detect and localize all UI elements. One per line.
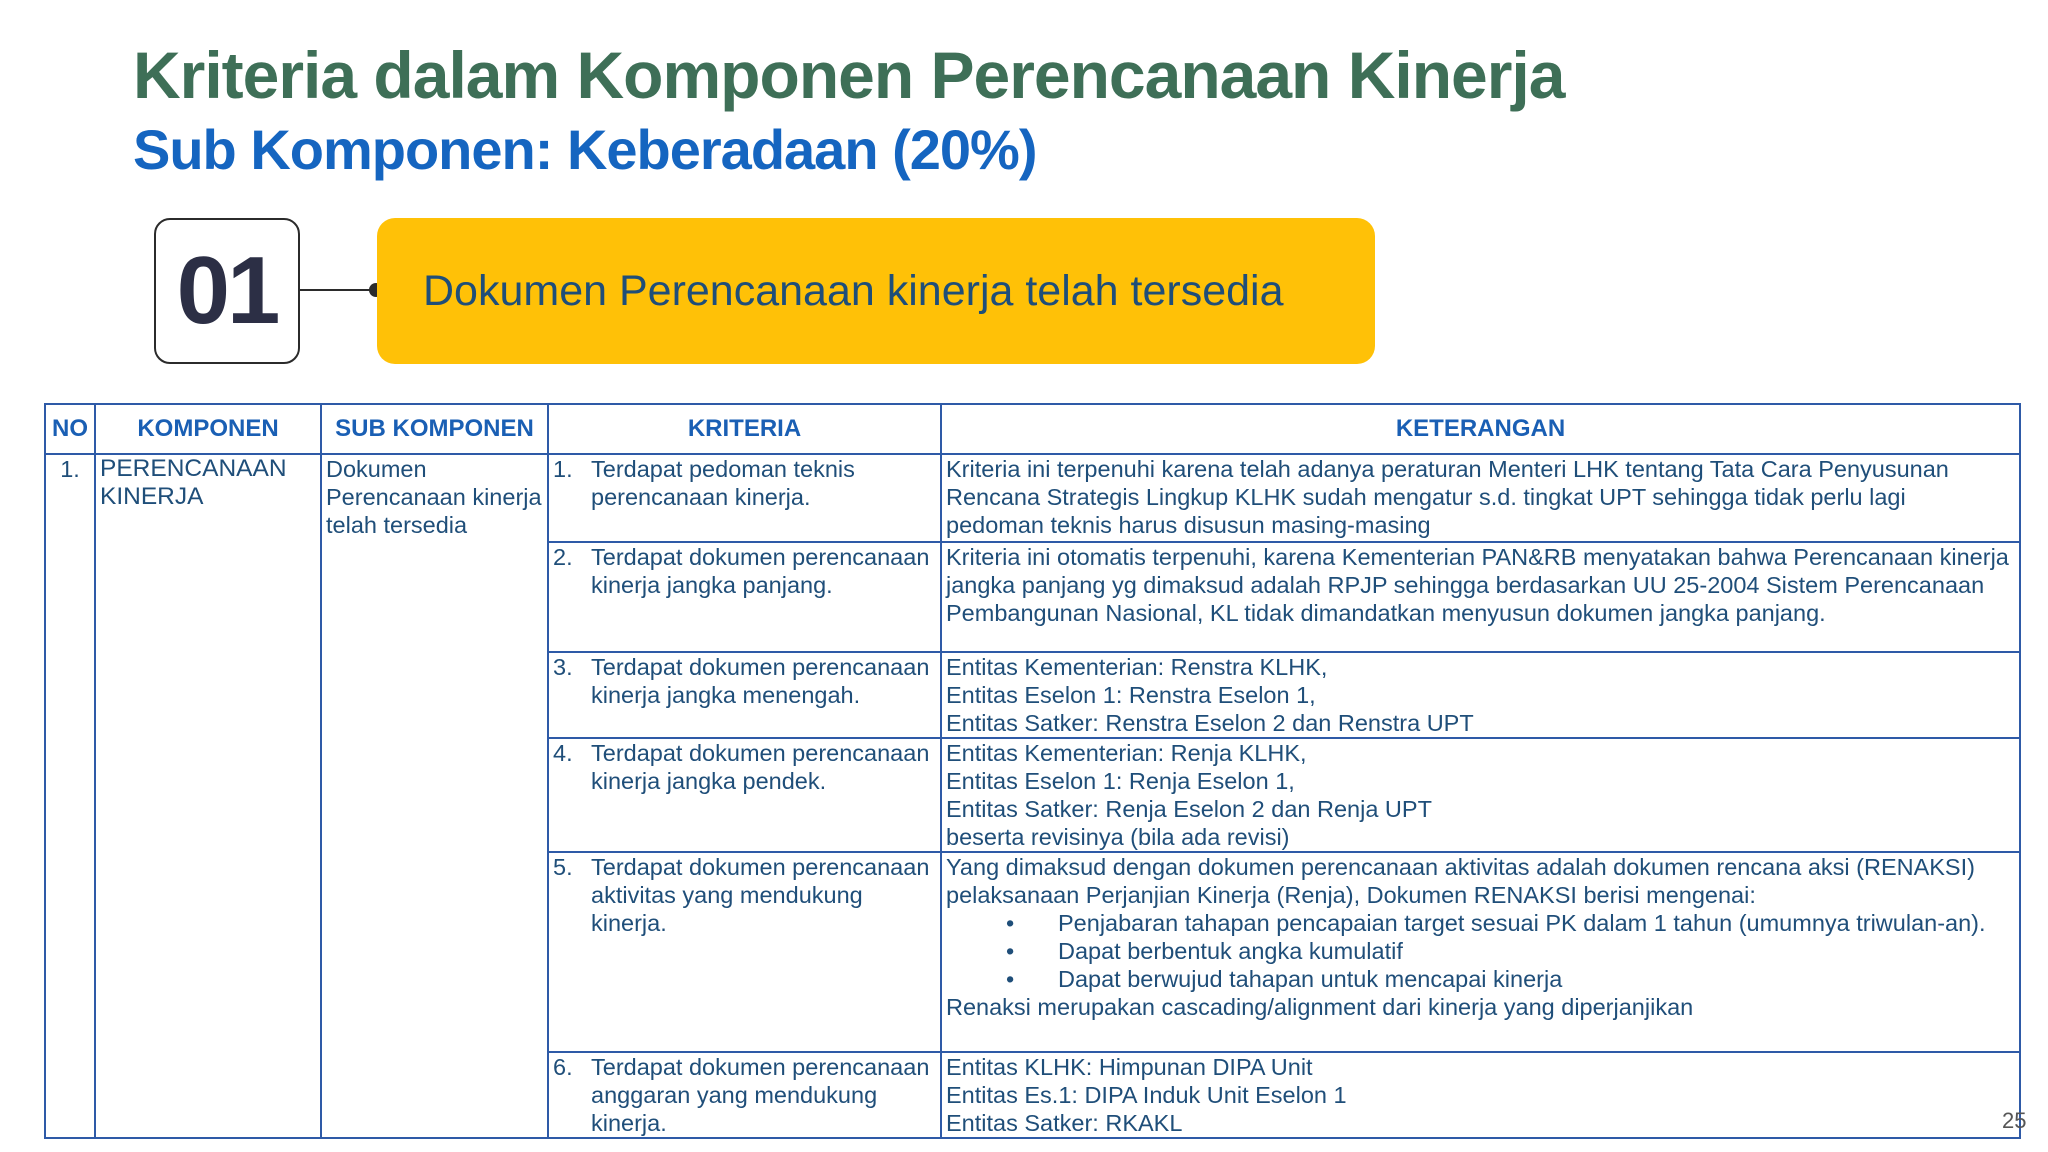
header-kriteria: KRITERIA bbox=[548, 404, 941, 454]
keterangan-line: Yang dimaksud dengan dokumen perencanaan aktivitas adalah dokumen rencana aksi (RENAKSI) bbox=[946, 854, 1975, 880]
kriteria-line: Terdapat dokumen perencanaan bbox=[591, 740, 930, 766]
kriteria-number: 4. bbox=[553, 740, 573, 766]
komponen-line: KINERJA bbox=[100, 483, 204, 510]
kriteria-number: 2. bbox=[553, 544, 573, 570]
cell-kriteria bbox=[548, 738, 941, 852]
keterangan-line: Kriteria ini otomatis terpenuhi, karena Kementerian PAN&RB menyatakan bahwa Perencanaan kinerja bbox=[946, 544, 2009, 570]
keterangan-line: Entitas Kementerian: Renja KLHK, bbox=[946, 740, 1307, 766]
keterangan-line: Pembangunan Nasional, KL tidak dimandatkan menyusun dokumen jangka panjang. bbox=[946, 600, 1826, 626]
kriteria-line: kinerja. bbox=[591, 1110, 667, 1136]
keterangan-line: Kriteria ini terpenuhi karena telah adanya peraturan Menteri LHK tentang Tata Cara Penyusunan bbox=[946, 456, 1949, 482]
bullet-item bbox=[946, 937, 2015, 965]
kriteria-number: 1. bbox=[553, 456, 573, 482]
kriteria-line: Terdapat dokumen perencanaan bbox=[591, 1054, 930, 1080]
page-title: Kriteria dalam Komponen Perencanaan Kinerja bbox=[133, 38, 1565, 112]
keterangan-line: beserta revisinya (bila ada revisi) bbox=[946, 824, 1290, 850]
keterangan-line: Entitas KLHK: Himpunan DIPA Unit bbox=[946, 1054, 1313, 1080]
keterangan-line: Entitas Eselon 1: Renstra Eselon 1, bbox=[946, 682, 1316, 708]
page-subtitle: Sub Komponen: Keberadaan (20%) bbox=[133, 118, 1037, 181]
header-komponen: KOMPONEN bbox=[95, 404, 321, 454]
keterangan-line: Entitas Satker: Renstra Eselon 2 dan Renstra UPT bbox=[946, 710, 1474, 736]
bullet-text: Dapat berwujud tahapan untuk mencapai kinerja bbox=[1058, 966, 1563, 992]
kriteria-line: kinerja jangka pendek. bbox=[591, 768, 827, 794]
header-keterangan: KETERANGAN bbox=[941, 404, 2020, 454]
sub-komponen-line: telah tersedia bbox=[326, 512, 468, 538]
table-row bbox=[45, 454, 2020, 542]
sub-komponen-line: Perencanaan kinerja bbox=[326, 484, 542, 510]
cell-keterangan bbox=[941, 542, 2020, 652]
header-sub-komponen: SUB KOMPONEN bbox=[321, 404, 548, 454]
criteria-table bbox=[44, 403, 2021, 1139]
bullet-item bbox=[946, 965, 2015, 993]
header-no: NO bbox=[45, 404, 95, 454]
kriteria-number: 6. bbox=[553, 1054, 573, 1080]
kriteria-line: Terdapat dokumen perencanaan bbox=[591, 654, 930, 680]
keterangan-line: Renaksi merupakan cascading/alignment dari kinerja yang diperjanjikan bbox=[946, 994, 1694, 1020]
kriteria-line: Terdapat dokumen perencanaan bbox=[591, 544, 930, 570]
keterangan-line: Rencana Strategis Lingkup KLHK sudah mengatur s.d. tingkat UPT sehingga tidak perlu lagi bbox=[946, 484, 1906, 510]
kriteria-line: perencanaan kinerja. bbox=[591, 484, 811, 510]
bullet-icon: • bbox=[1006, 938, 1015, 964]
komponen-line: PERENCANAAN bbox=[100, 455, 287, 482]
kriteria-line: aktivitas yang mendukung bbox=[591, 882, 863, 908]
keterangan-line: Entitas Satker: Renja Eselon 2 dan Renja UPT bbox=[946, 796, 1432, 822]
table-header-row bbox=[45, 404, 2020, 454]
keterangan-line: Entitas Es.1: DIPA Induk Unit Eselon 1 bbox=[946, 1082, 1347, 1108]
keterangan-line: jangka panjang yg dimaksud adalah RPJP sehingga berdasarkan UU 25-2004 Sistem Perencanaan bbox=[946, 572, 1985, 598]
cell-kriteria bbox=[548, 542, 941, 652]
cell-keterangan bbox=[941, 454, 2020, 542]
keterangan-line: Entitas Kementerian: Renstra KLHK, bbox=[946, 654, 1328, 680]
keterangan-line: Entitas Satker: RKAKL bbox=[946, 1110, 1183, 1136]
bullet-icon: • bbox=[1006, 966, 1015, 992]
kriteria-number: 3. bbox=[553, 654, 573, 680]
kriteria-line: Terdapat pedoman teknis bbox=[591, 456, 855, 482]
cell-kriteria bbox=[548, 1052, 941, 1138]
sub-komponen-line: Dokumen bbox=[326, 456, 427, 482]
bullet-text: Dapat berbentuk angka kumulatif bbox=[1058, 938, 1403, 964]
cell-kriteria bbox=[548, 852, 941, 1052]
kriteria-number: 5. bbox=[553, 854, 573, 880]
criteria-banner-text: Dokumen Perencanaan kinerja telah tersedia bbox=[423, 266, 1284, 315]
kriteria-line: kinerja jangka menengah. bbox=[591, 682, 861, 708]
kriteria-line: kinerja jangka panjang. bbox=[591, 572, 833, 598]
cell-no bbox=[45, 454, 95, 1138]
cell-keterangan bbox=[941, 738, 2020, 852]
keterangan-line: Entitas Eselon 1: Renja Eselon 1, bbox=[946, 768, 1295, 794]
connector-line bbox=[300, 289, 376, 291]
bullet-text: Penjabaran tahapan pencapaian target sesuai PK dalam 1 tahun (umumnya triwulan-an). bbox=[1058, 910, 1986, 936]
kriteria-line: anggaran yang mendukung bbox=[591, 1082, 878, 1108]
cell-keterangan bbox=[941, 652, 2020, 738]
cell-keterangan bbox=[941, 1052, 2020, 1138]
keterangan-line: pedoman teknis harus disusun masing-masing bbox=[946, 512, 1431, 538]
cell-komponen bbox=[95, 454, 321, 1138]
cell-keterangan bbox=[941, 852, 2020, 1052]
section-number-badge: 01 bbox=[154, 218, 300, 364]
cell-kriteria bbox=[548, 454, 941, 542]
criteria-banner bbox=[377, 218, 1375, 364]
row-number: 1. bbox=[60, 456, 80, 482]
kriteria-line: Terdapat dokumen perencanaan bbox=[591, 854, 930, 880]
bullet-item bbox=[946, 909, 2015, 937]
kriteria-line: kinerja. bbox=[591, 910, 667, 936]
cell-sub-komponen bbox=[321, 454, 548, 1138]
keterangan-line: pelaksanaan Perjanjian Kinerja (Renja), Dokumen RENAKSI berisi mengenai: bbox=[946, 882, 1756, 908]
bullet-icon: • bbox=[1006, 910, 1015, 936]
cell-kriteria bbox=[548, 652, 941, 738]
page-number: 25 bbox=[2002, 1108, 2027, 1133]
